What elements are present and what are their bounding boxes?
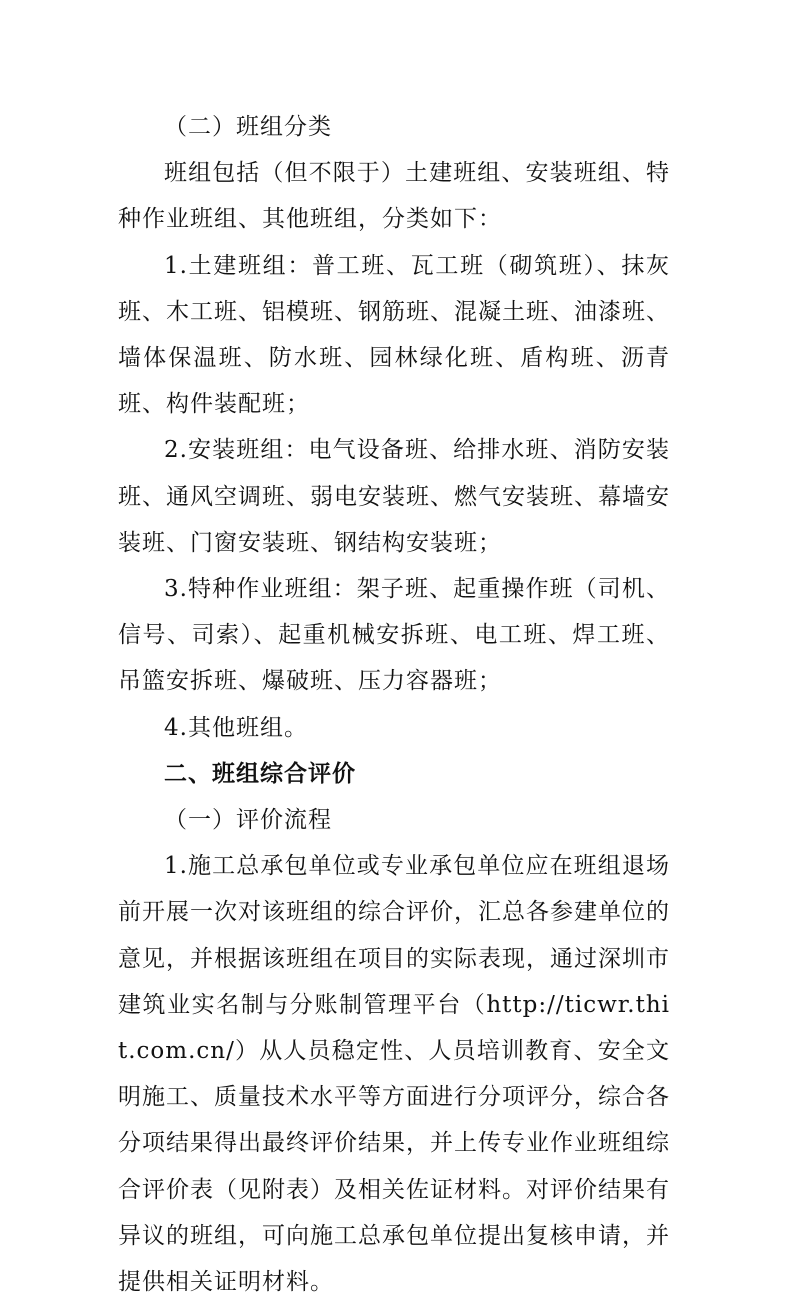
subheading-classification: （二）班组分类 [164, 114, 332, 140]
subheading-process: （一）评价流程 [164, 807, 332, 834]
process-paragraph: 1.施工总承包单位或专业承包单位应在班组退场前开展一次对该班组的综合评价，汇总各参建单位的意见，并根据该班组在项目的实际表现，通过深圳市建筑业实名制与分账制管理平台（http://ticwr.thit.com.cn/）从人员稳定性、人员培训教育、安全文明施工、质量技术水平等方面进行分项评分，综合各分项结果得出最终评价结果，并上传专业作业班组综合评价表（见附表）及相关佐证材料。对评价结果有异议的班组，可向施工总承包单位提出复核申请，并提供相关证明材料。 [118, 853, 670, 1296]
list-item-other: 4.其他班组。 [164, 714, 308, 741]
section-heading: 二、班组综合评价 [164, 760, 356, 787]
list-item-civil: 1.土建班组：普工班、瓦工班（砌筑班）、抹灰班、木工班、铝模班、钢筋班、混凝土班、油漆班、墙体保温班、防水班、园林绿化班、盾构班、沥青班、构件装配班； [118, 252, 670, 418]
list-item-special-operations: 3.特种作业班组：架子班、起重操作班（司机、信号、司索）、起重机械安拆班、电工班、焊工班、吊篮安拆班、爆破班、压力容器班； [118, 576, 670, 695]
list-item-installation: 2.安装班组：电气设备班、给排水班、消防安装班、通风空调班、弱电安装班、燃气安装班、幕墙安装班、门窗安装班、钢结构安装班； [118, 437, 670, 556]
document-body [118, 104, 670, 1305]
intro-paragraph: 班组包括（但不限于）土建班组、安装班组、特种作业班组、其他班组，分类如下： [118, 160, 670, 233]
